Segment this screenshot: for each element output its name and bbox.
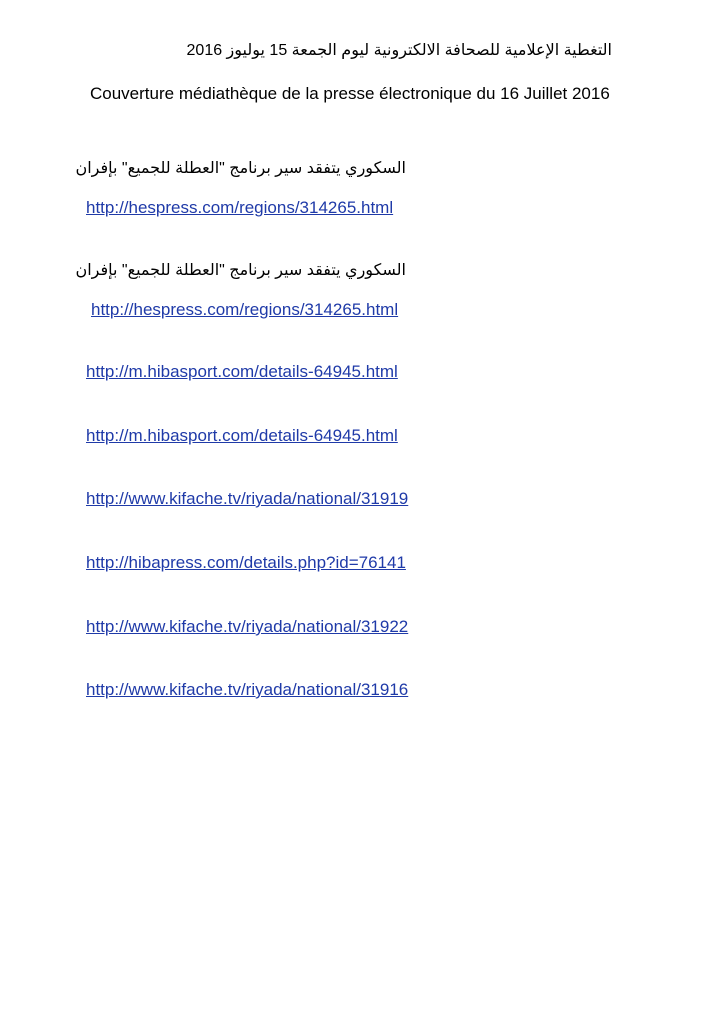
article-link[interactable]: http://m.hibasport.com/details-64945.html: [86, 426, 398, 445]
article-link[interactable]: http://www.kifache.tv/riyada/national/31916: [86, 680, 409, 699]
article-link[interactable]: http://hespress.com/regions/314265.html: [86, 198, 394, 217]
arabic-headline: السكوري يتفقد سير برنامج "العطلة للجميع" بإفران: [75, 160, 406, 177]
article-link[interactable]: http://hibapress.com/details.php?id=76141: [86, 553, 406, 572]
french-title: Couverture médiathèque de la presse électronique du 16 Juillet 2016: [90, 84, 610, 103]
article-link[interactable]: http://www.kifache.tv/riyada/national/31922: [86, 617, 409, 636]
article-link[interactable]: http://hespress.com/regions/314265.html: [91, 300, 399, 319]
article-link[interactable]: http://m.hibasport.com/details-64945.html: [86, 362, 398, 381]
article-link[interactable]: http://www.kifache.tv/riyada/national/31919: [86, 489, 409, 508]
arabic-title: التغطية الإعلامية للصحافة الالكترونية ليوم الجمعة 15 يوليوز 2016: [186, 42, 612, 59]
arabic-headline: السكوري يتفقد سير برنامج "العطلة للجميع" بإفران: [75, 262, 406, 279]
